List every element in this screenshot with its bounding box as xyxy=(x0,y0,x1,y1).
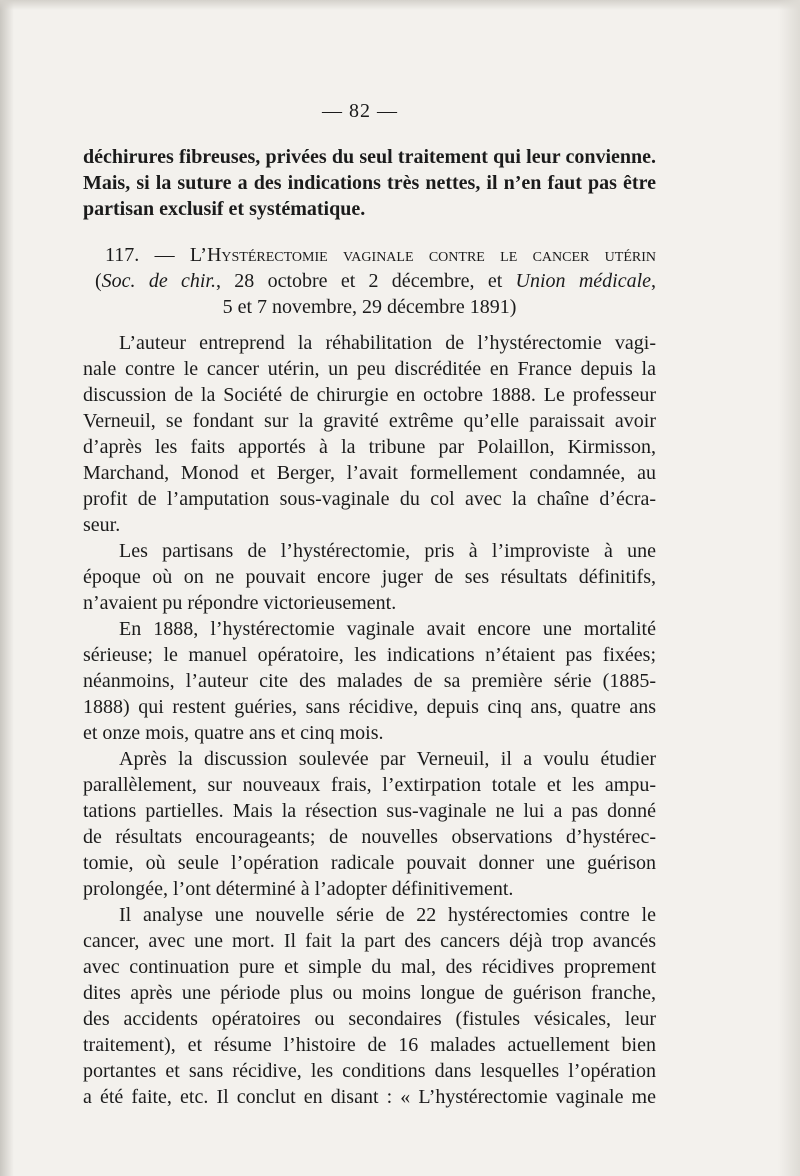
text-line: traitement), et résume l’histoire de 16 malades actuellement bien xyxy=(83,1034,656,1056)
text-line: Les partisans de l’hystérectomie, pris à l’improviste à une xyxy=(119,540,656,562)
text-line: discussion de la Société de chirurgie en octobre 1888. Le professeur xyxy=(83,384,656,406)
heading-title: L’Hystérectomie vaginale contre le cancer utérin xyxy=(189,244,657,266)
text-line: époque où on ne pouvait encore juger de ses résultats définitifs, xyxy=(83,566,656,588)
source-soc-chir: Soc. de chir. xyxy=(101,270,216,292)
text-line: a été faite, etc. Il conclut en disant : « L’hystérectomie vaginale me xyxy=(83,1086,656,1108)
text-line: profit de l’amputation sous-vaginale du col avec la chaîne d’écra- xyxy=(83,488,656,510)
text-line: Mais, si la suture a des indications très nettes, il n’en faut pas être xyxy=(83,172,656,194)
text-line: L’auteur entreprend la réhabilitation de l’hystérectomie vagi- xyxy=(119,332,656,354)
text-line: de résultats encourageants; de nouvelles observations d’hystérec- xyxy=(83,826,656,848)
heading-dates-line: 5 et 7 novembre, 29 décembre 1891) xyxy=(222,296,517,318)
text-line: et onze mois, quatre ans et cinq mois. xyxy=(83,722,384,744)
text-line: Après la discussion soulevée par Verneuil, il a voulu étudier xyxy=(119,748,656,770)
text-line: partisan exclusif et systématique. xyxy=(83,198,366,220)
intro-paragraph xyxy=(83,144,656,222)
page-number: — 82 — xyxy=(322,100,398,122)
text-line: Il analyse une nouvelle série de 22 hystérectomies contre le xyxy=(119,904,656,926)
text-line: des accidents opératoires ou secondaires (fistules vésicales, leur xyxy=(83,1008,656,1030)
text-line: sérieuse; le manuel opératoire, les indications n’étaient pas fixées; xyxy=(83,644,656,666)
text-line: déchirures fibreuses, privées du seul traitement qui leur convienne. xyxy=(83,146,656,168)
text-line: portantes et sans récidive, les conditions dans lesquelles l’opération xyxy=(83,1060,656,1082)
source-union-medicale: Union médicale xyxy=(515,270,651,292)
text-line: nale contre le cancer utérin, un peu discréditée en France depuis la xyxy=(83,358,656,380)
text-line: dites après une période plus ou moins longue de guérison franche, xyxy=(83,982,656,1004)
source-dates-1: , 28 octobre et 2 décembre, et xyxy=(216,270,516,292)
text-line: cancer, avec une mort. Il fait la part des cancers déjà trop avancés xyxy=(83,930,656,952)
text-line: n’avaient pu répondre victorieusement. xyxy=(83,592,397,614)
body-text xyxy=(83,330,656,1110)
text-line: d’après les faits apportés à la tribune par Polaillon, Kirmisson, xyxy=(83,436,656,458)
text-line: seur. xyxy=(83,514,121,536)
text-line: tomie, où seule l’opération radicale pouvait donner une guérison xyxy=(83,852,656,874)
heading-source-line xyxy=(83,268,656,294)
section-heading xyxy=(83,242,656,320)
page-edge-shadow-right xyxy=(778,0,800,1176)
text-line: parallèlement, sur nouveaux frais, l’extirpation totale et les ampu- xyxy=(83,774,656,796)
text-line: tations partielles. Mais la résection sus-vaginale ne lui a pas donné xyxy=(83,800,656,822)
text-line: néanmoins, l’auteur cite des malades de sa première série (1885- xyxy=(83,670,656,692)
text-line: avec continuation pure et simple du mal, des récidives proprement xyxy=(83,956,656,978)
source-dates-1-end: , xyxy=(651,270,656,292)
text-line: prolongée, l’ont déterminé à l’adopter définitivement. xyxy=(83,878,514,900)
open-paren: ( xyxy=(95,270,102,292)
text-line: En 1888, l’hystérectomie vaginale avait encore une mortalité xyxy=(119,618,656,640)
text-line: 1888) qui restent guéries, sans récidive, depuis cinq ans, quatre ans xyxy=(83,696,656,718)
heading-title-line xyxy=(83,242,656,268)
page-edge-shadow-left xyxy=(0,0,14,1176)
page-edge-shadow-top xyxy=(0,0,800,10)
text-line: Marchand, Monod et Berger, l’avait formellement condamnée, au xyxy=(83,462,656,484)
heading-number: 117. — xyxy=(105,244,190,266)
text-line: Verneuil, se fondant sur la gravité extrême qu’elle paraissait avoir xyxy=(83,410,656,432)
